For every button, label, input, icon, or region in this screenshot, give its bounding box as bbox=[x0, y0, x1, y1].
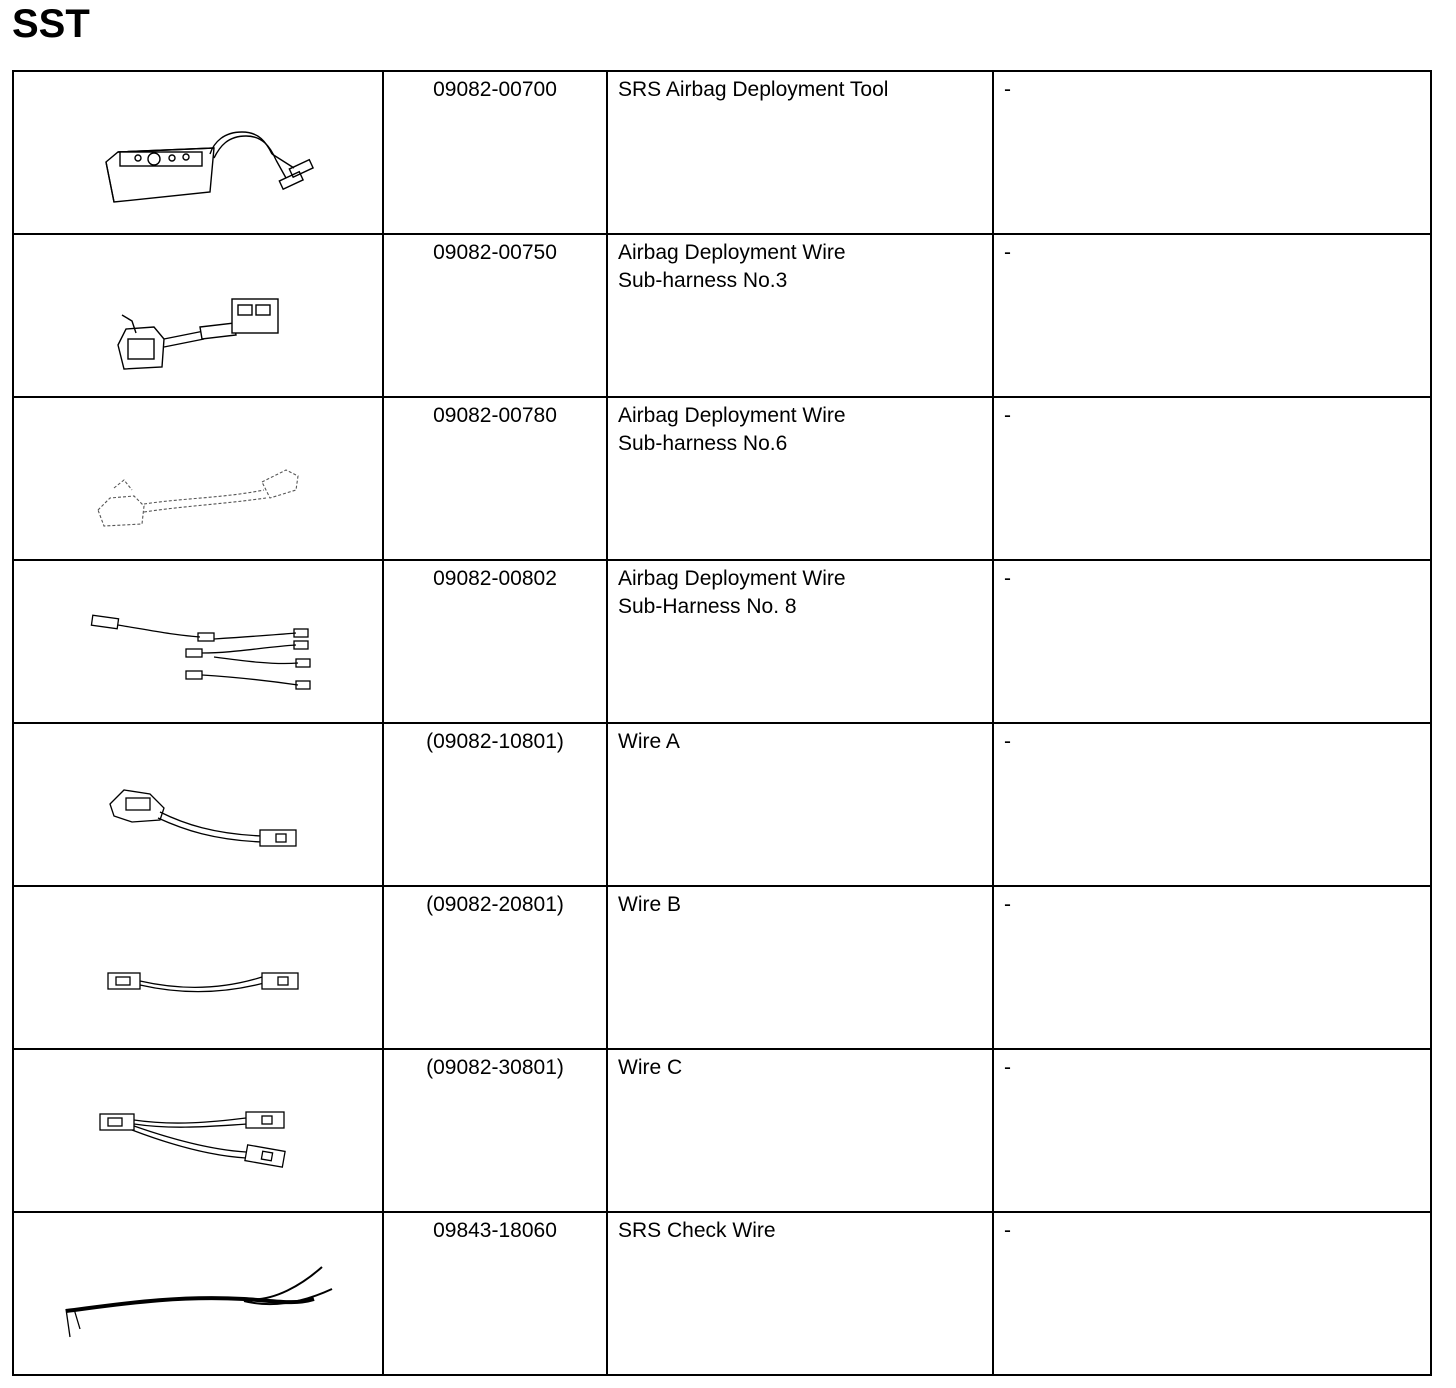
part-name bbox=[607, 1212, 993, 1375]
wire-c-illustration bbox=[14, 1050, 382, 1207]
part-name bbox=[607, 234, 993, 397]
part-name-line: Sub-harness No.3 bbox=[618, 269, 788, 292]
part-note: - bbox=[993, 234, 1431, 397]
table-row bbox=[13, 234, 1431, 397]
part-number: 09082-00802 bbox=[383, 560, 607, 723]
sub-harness-no6-illustration bbox=[14, 398, 382, 555]
part-number: 09843-18060 bbox=[383, 1212, 607, 1375]
deployment-tool-illustration bbox=[14, 72, 382, 229]
check-wire-illustration bbox=[14, 1213, 382, 1370]
sub-harness-no3-illustration bbox=[14, 235, 382, 392]
illustration-cell bbox=[13, 71, 383, 234]
part-name-line: Airbag Deployment Wire bbox=[618, 241, 846, 264]
part-name-line: Airbag Deployment Wire bbox=[618, 404, 846, 427]
part-note: - bbox=[993, 1212, 1431, 1375]
part-number: (09082-20801) bbox=[383, 886, 607, 1049]
part-note: - bbox=[993, 886, 1431, 1049]
sst-table bbox=[12, 70, 1432, 1376]
table-row bbox=[13, 560, 1431, 723]
illustration-cell bbox=[13, 560, 383, 723]
illustration-cell bbox=[13, 1212, 383, 1375]
table-row bbox=[13, 1049, 1431, 1212]
sub-harness-no8-illustration bbox=[14, 561, 382, 718]
table-row bbox=[13, 397, 1431, 560]
part-note: - bbox=[993, 723, 1431, 886]
illustration-cell bbox=[13, 1049, 383, 1212]
part-name bbox=[607, 1049, 993, 1212]
part-name bbox=[607, 560, 993, 723]
part-note: - bbox=[993, 71, 1431, 234]
part-number: 09082-00780 bbox=[383, 397, 607, 560]
part-name bbox=[607, 71, 993, 234]
part-name bbox=[607, 723, 993, 886]
part-name-line: Sub-harness No.6 bbox=[618, 432, 788, 455]
part-number: 09082-00700 bbox=[383, 71, 607, 234]
part-name bbox=[607, 397, 993, 560]
part-name-line: SRS Check Wire bbox=[618, 1219, 776, 1242]
part-number: (09082-30801) bbox=[383, 1049, 607, 1212]
part-number: (09082-10801) bbox=[383, 723, 607, 886]
illustration-cell bbox=[13, 397, 383, 560]
page-title: SST bbox=[12, 2, 90, 46]
part-name-line: Airbag Deployment Wire bbox=[618, 567, 846, 590]
table-row bbox=[13, 71, 1431, 234]
part-note: - bbox=[993, 1049, 1431, 1212]
part-number: 09082-00750 bbox=[383, 234, 607, 397]
table-row bbox=[13, 723, 1431, 886]
illustration-cell bbox=[13, 234, 383, 397]
wire-b-illustration bbox=[14, 887, 382, 1044]
part-name-line: Wire B bbox=[618, 893, 681, 916]
part-name-line: Wire C bbox=[618, 1056, 683, 1079]
part-name-line: Wire A bbox=[618, 730, 680, 753]
part-name-line: Sub-Harness No. 8 bbox=[618, 595, 797, 618]
illustration-cell bbox=[13, 723, 383, 886]
part-note: - bbox=[993, 397, 1431, 560]
table-row bbox=[13, 886, 1431, 1049]
part-name-line: SRS Airbag Deployment Tool bbox=[618, 78, 889, 101]
wire-a-illustration bbox=[14, 724, 382, 881]
illustration-cell bbox=[13, 886, 383, 1049]
part-note: - bbox=[993, 560, 1431, 723]
part-name bbox=[607, 886, 993, 1049]
table-row bbox=[13, 1212, 1431, 1375]
